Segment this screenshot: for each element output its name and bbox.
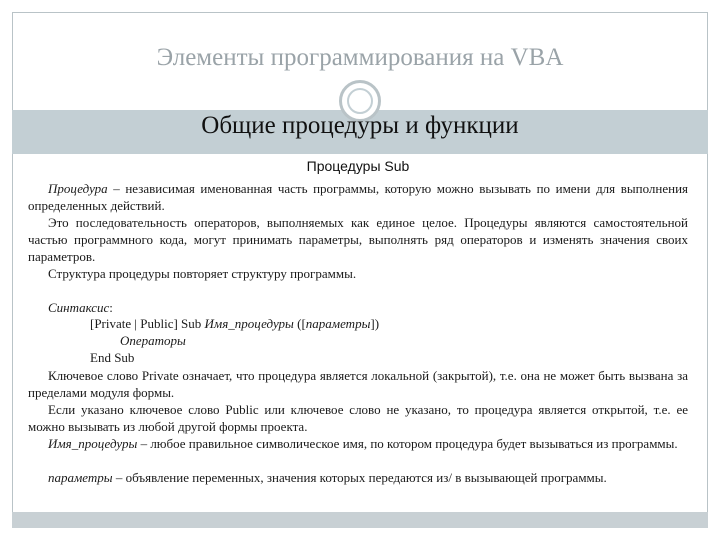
code-operators: Операторы: [120, 333, 186, 348]
paragraph-definition-text: – независимая именованная часть программы, которую можно вызывать по имени для выполнения определенных действий.: [28, 181, 688, 213]
code-line-end: End Sub: [90, 350, 135, 365]
syntax-colon: :: [109, 300, 113, 315]
paragraph-params: [28, 469, 688, 486]
paragraph-proc-name: [28, 435, 688, 452]
term-proc-name: Имя_процедуры: [48, 436, 138, 451]
code-params: параметры: [305, 316, 371, 331]
code-proc-name: Имя_процедуры: [204, 316, 294, 331]
code-line-signature: [90, 316, 379, 332]
paragraph-definition: [28, 180, 688, 214]
code-line-operators: [120, 333, 186, 349]
code-bracket-close: ]): [370, 316, 380, 331]
document-scan: [28, 158, 688, 510]
paragraph-private: Ключевое слово Private означает, что процедура является локальной (закрытой), т.е. она не может быть вызвана за пределами модуля формы.: [28, 368, 688, 400]
doc-heading: Процедуры Sub: [306, 158, 410, 174]
paragraph-proc-name-text: – любое правильное символическое имя, по котором процедура будет вызываться из программы.: [137, 436, 678, 451]
code-bracket-open: ([: [293, 316, 306, 331]
slide-title: Элементы программирования на VBA: [156, 44, 564, 71]
syntax-term: Синтаксис: [48, 300, 110, 315]
paragraph-structure: Структура процедуры повторяет структуру программы.: [48, 266, 357, 281]
term-procedure: Процедура: [48, 181, 108, 196]
paragraph-public: Если указано ключевое слово Public или ключевое слово не указано, то процедура является открытой, т.е. ее можно вызывать из любой другой формы проекта.: [28, 402, 688, 434]
syntax-label: [28, 299, 688, 316]
slide-bottom-bar: [12, 512, 708, 528]
paragraph-description: Это последовательность операторов, выполняемых как единое целое. Процедуры являются самостоятельной частью программного кода, могут принимать параметры, выполнять ряд операторов и изменять значения своих параметров.: [28, 215, 688, 264]
paragraph-params-text: – объявление переменных, значения которых передаются из/ в вызывающей программы.: [112, 470, 607, 485]
term-params: параметры: [48, 470, 113, 485]
slide-subtitle: Общие процедуры и функции: [201, 112, 519, 139]
code-keywords: [Private | Public] Sub: [90, 316, 205, 331]
